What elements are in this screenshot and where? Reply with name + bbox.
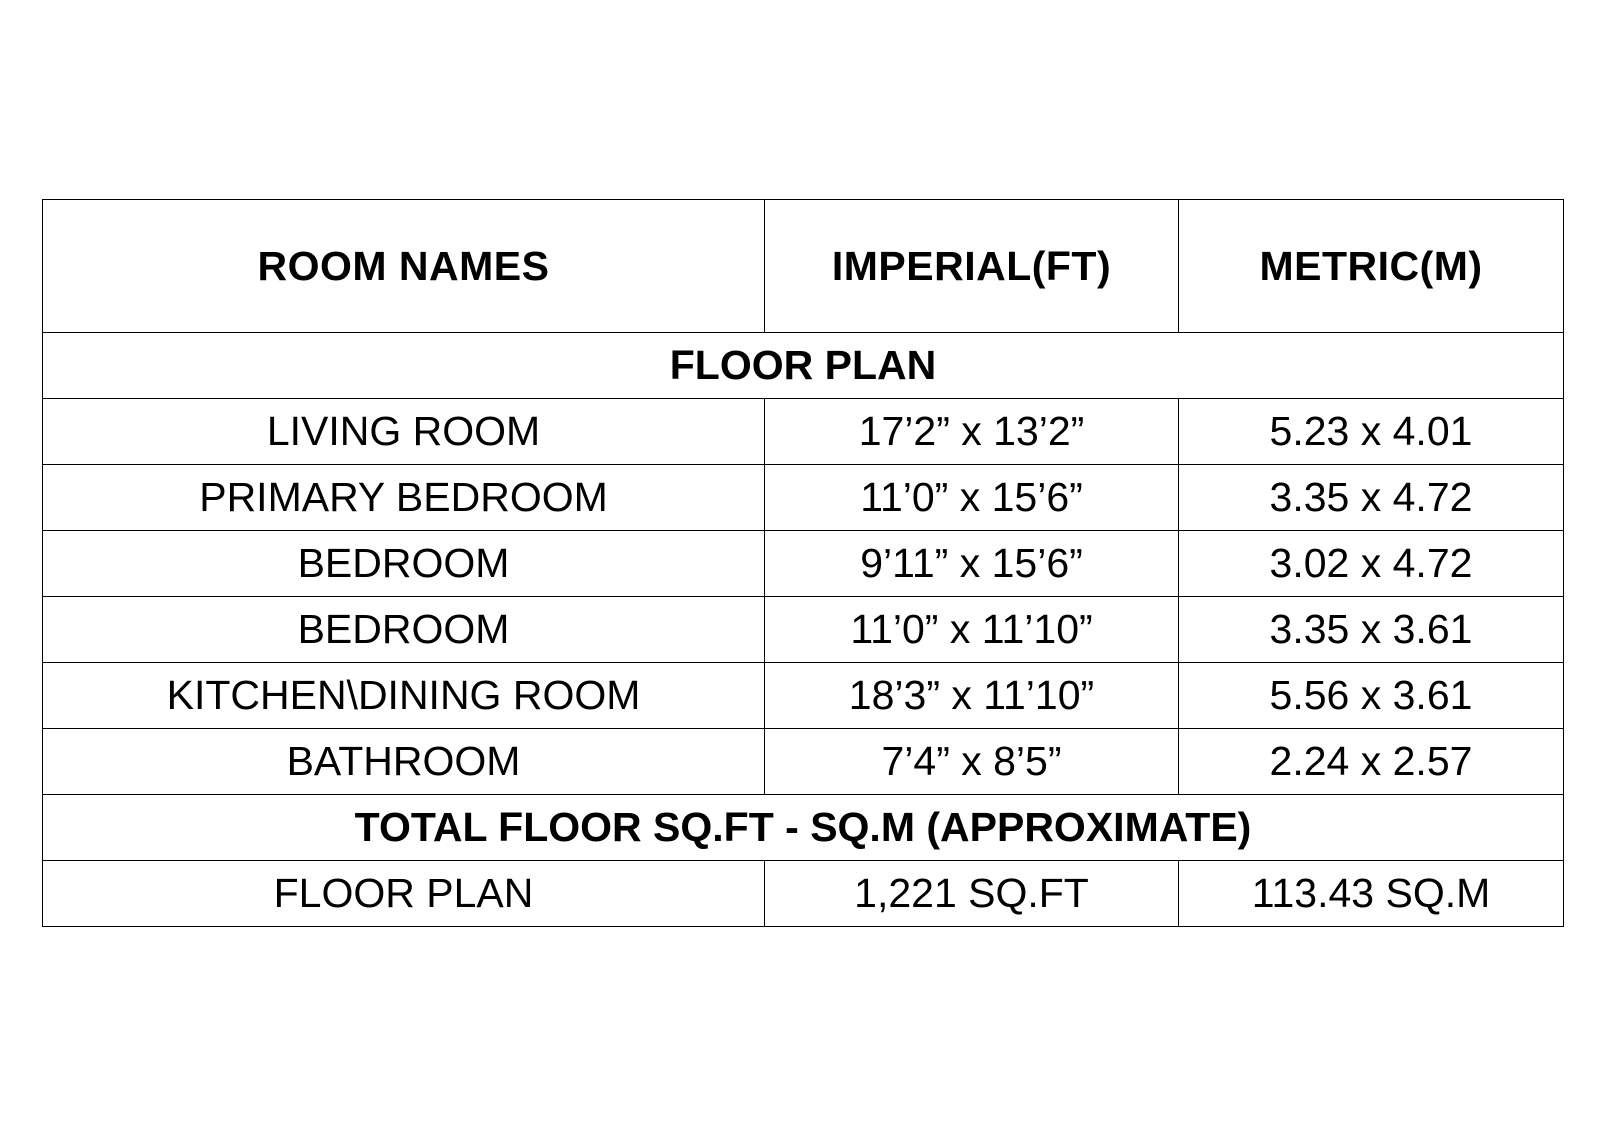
room-name-cell: PRIMARY BEDROOM [43,465,765,531]
metric-cell: 3.02 x 4.72 [1179,531,1564,597]
table-row [43,465,1564,531]
header-metric: METRIC(M) [1179,200,1564,333]
room-name-cell: KITCHEN\DINING ROOM [43,663,765,729]
metric-cell: 2.24 x 2.57 [1179,729,1564,795]
room-name-cell: BEDROOM [43,597,765,663]
room-dimensions-sheet [42,199,1563,927]
total-imperial-cell: 1,221 SQ.FT [765,861,1179,927]
total-metric-cell: 113.43 SQ.M [1179,861,1564,927]
table-row [43,597,1564,663]
metric-cell: 3.35 x 3.61 [1179,597,1564,663]
table-row [43,399,1564,465]
header-room-names: ROOM NAMES [43,200,765,333]
imperial-cell: 9’11” x 15’6” [765,531,1179,597]
section-title: FLOOR PLAN [43,333,1564,399]
metric-cell: 5.23 x 4.01 [1179,399,1564,465]
metric-cell: 5.56 x 3.61 [1179,663,1564,729]
total-row [43,861,1564,927]
table-row [43,729,1564,795]
imperial-cell: 11’0” x 11’10” [765,597,1179,663]
room-dimensions-table [42,199,1564,927]
total-title-row [43,795,1564,861]
room-name-cell: LIVING ROOM [43,399,765,465]
table-row [43,531,1564,597]
imperial-cell: 7’4” x 8’5” [765,729,1179,795]
table-header-row [43,200,1564,333]
imperial-cell: 18’3” x 11’10” [765,663,1179,729]
imperial-cell: 11’0” x 15’6” [765,465,1179,531]
total-title: TOTAL FLOOR SQ.FT - SQ.M (APPROXIMATE) [43,795,1564,861]
total-room-cell: FLOOR PLAN [43,861,765,927]
header-imperial: IMPERIAL(FT) [765,200,1179,333]
section-title-row [43,333,1564,399]
room-name-cell: BATHROOM [43,729,765,795]
imperial-cell: 17’2” x 13’2” [765,399,1179,465]
metric-cell: 3.35 x 4.72 [1179,465,1564,531]
table-row [43,663,1564,729]
room-name-cell: BEDROOM [43,531,765,597]
